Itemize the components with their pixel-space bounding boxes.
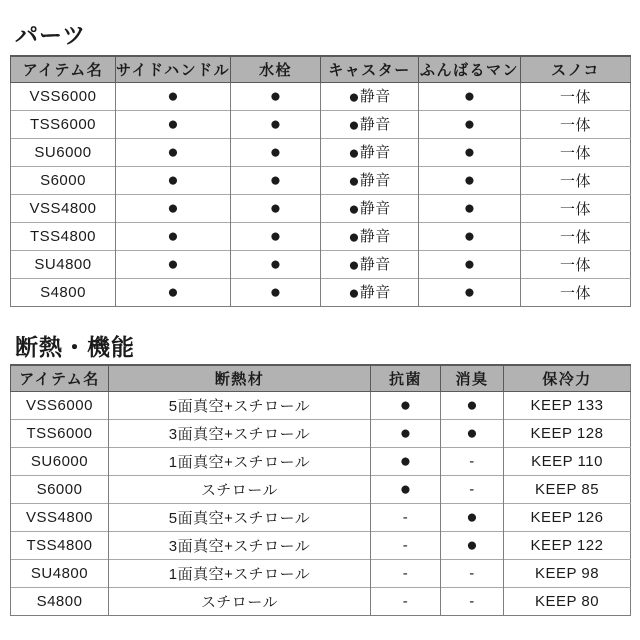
value-cell xyxy=(371,447,441,475)
value-cell: KEEP 133 xyxy=(504,391,631,419)
value-cell: - xyxy=(441,559,504,587)
value-cell xyxy=(371,475,441,503)
value-cell: 一体 xyxy=(521,166,631,194)
value-cell: - xyxy=(371,559,441,587)
col-header-caster: キャスター xyxy=(321,56,419,82)
item-name-cell: VSS6000 xyxy=(11,391,109,419)
cell-label: 静音 xyxy=(359,88,391,105)
filled-dot-icon: ● xyxy=(399,478,412,500)
parts-table-header xyxy=(11,56,631,82)
value-cell: KEEP 128 xyxy=(504,419,631,447)
filled-dot-icon: ● xyxy=(348,255,360,276)
value-cell: - xyxy=(371,531,441,559)
item-name-cell: S6000 xyxy=(11,475,109,503)
value-cell xyxy=(231,278,321,306)
cell-label: 静音 xyxy=(359,200,391,217)
parts-table xyxy=(10,55,631,307)
filled-dot-icon: ● xyxy=(269,225,282,247)
value-cell: - xyxy=(371,587,441,615)
filled-dot-icon: ● xyxy=(269,113,282,135)
value-cell xyxy=(419,222,521,250)
insulation-table xyxy=(10,364,631,616)
filled-dot-icon: ● xyxy=(269,141,282,163)
cell-label: 静音 xyxy=(359,172,391,189)
filled-dot-icon: ● xyxy=(399,422,412,444)
table-row xyxy=(11,587,631,615)
value-cell xyxy=(231,222,321,250)
filled-dot-icon: ● xyxy=(463,113,476,135)
col-header-antibacterial: 抗菌 xyxy=(371,365,441,391)
value-cell xyxy=(116,110,231,138)
table-row xyxy=(11,559,631,587)
filled-dot-icon: ● xyxy=(348,283,360,304)
value-cell xyxy=(321,250,419,278)
filled-dot-icon: ● xyxy=(348,171,360,192)
value-cell: スチロール xyxy=(109,475,371,503)
cell-label: 静音 xyxy=(359,116,391,133)
value-cell xyxy=(441,419,504,447)
value-cell: - xyxy=(441,475,504,503)
value-cell: 5面真空+スチロール xyxy=(109,391,371,419)
filled-dot-icon: ● xyxy=(463,85,476,107)
value-cell: 一体 xyxy=(521,110,631,138)
filled-dot-icon: ● xyxy=(399,450,412,472)
col-header-funbaruman: ふんばるマン xyxy=(419,56,521,82)
filled-dot-icon: ● xyxy=(348,143,360,164)
item-name-cell: TSS6000 xyxy=(11,419,109,447)
cell-label: 静音 xyxy=(359,284,391,301)
value-cell xyxy=(419,166,521,194)
value-cell: KEEP 98 xyxy=(504,559,631,587)
value-cell: - xyxy=(441,447,504,475)
value-cell xyxy=(231,110,321,138)
filled-dot-icon: ● xyxy=(269,85,282,107)
value-cell xyxy=(321,222,419,250)
item-name-cell: S6000 xyxy=(11,166,116,194)
value-cell xyxy=(116,250,231,278)
item-name-cell: SU6000 xyxy=(11,447,109,475)
value-cell xyxy=(116,82,231,110)
filled-dot-icon: ● xyxy=(466,422,478,444)
filled-dot-icon: ● xyxy=(463,141,476,163)
value-cell xyxy=(116,278,231,306)
item-name-cell: S4800 xyxy=(11,278,116,306)
value-cell xyxy=(419,194,521,222)
value-cell: 一体 xyxy=(521,250,631,278)
value-cell: - xyxy=(371,503,441,531)
table-row xyxy=(11,82,631,110)
table-row xyxy=(11,138,631,166)
value-cell: KEEP 80 xyxy=(504,587,631,615)
col-header-item-name: アイテム名 xyxy=(11,56,116,82)
table-row xyxy=(11,250,631,278)
value-cell: 1面真空+スチロール xyxy=(109,559,371,587)
value-cell xyxy=(116,222,231,250)
item-name-cell: S4800 xyxy=(11,587,109,615)
value-cell xyxy=(419,278,521,306)
item-name-cell: VSS4800 xyxy=(11,503,109,531)
filled-dot-icon: ● xyxy=(167,141,179,163)
parts-table-body xyxy=(11,82,631,306)
col-header-deodorant: 消臭 xyxy=(441,365,504,391)
filled-dot-icon: ● xyxy=(269,197,282,219)
value-cell xyxy=(441,531,504,559)
filled-dot-icon: ● xyxy=(348,87,360,108)
insulation-section-title: 断熱・機能 xyxy=(15,334,135,360)
value-cell xyxy=(321,278,419,306)
value-cell xyxy=(321,110,419,138)
filled-dot-icon: ● xyxy=(466,506,478,528)
value-cell xyxy=(116,194,231,222)
value-cell: - xyxy=(441,587,504,615)
value-cell xyxy=(321,82,419,110)
item-name-cell: TSS4800 xyxy=(11,222,116,250)
table-row xyxy=(11,222,631,250)
value-cell: 5面真空+スチロール xyxy=(109,503,371,531)
value-cell xyxy=(116,138,231,166)
value-cell xyxy=(116,166,231,194)
filled-dot-icon: ● xyxy=(269,253,282,275)
filled-dot-icon: ● xyxy=(463,253,476,275)
filled-dot-icon: ● xyxy=(167,113,179,135)
item-name-cell: SU4800 xyxy=(11,559,109,587)
filled-dot-icon: ● xyxy=(167,169,179,191)
filled-dot-icon: ● xyxy=(167,281,179,303)
table-row xyxy=(11,475,631,503)
filled-dot-icon: ● xyxy=(167,253,179,275)
filled-dot-icon: ● xyxy=(466,394,478,416)
table-row xyxy=(11,194,631,222)
value-cell xyxy=(419,110,521,138)
cell-label: 静音 xyxy=(359,256,391,273)
value-cell xyxy=(419,138,521,166)
value-cell xyxy=(231,166,321,194)
value-cell: 3面真空+スチロール xyxy=(109,531,371,559)
value-cell xyxy=(419,250,521,278)
filled-dot-icon: ● xyxy=(167,85,179,107)
filled-dot-icon: ● xyxy=(348,227,360,248)
filled-dot-icon: ● xyxy=(167,225,179,247)
filled-dot-icon: ● xyxy=(167,197,179,219)
filled-dot-icon: ● xyxy=(463,281,476,303)
value-cell: 1面真空+スチロール xyxy=(109,447,371,475)
filled-dot-icon: ● xyxy=(463,225,476,247)
item-name-cell: SU4800 xyxy=(11,250,116,278)
filled-dot-icon: ● xyxy=(399,394,412,416)
table-row xyxy=(11,278,631,306)
item-name-cell: TSS6000 xyxy=(11,110,116,138)
value-cell xyxy=(321,194,419,222)
value-cell xyxy=(231,82,321,110)
value-cell: 3面真空+スチロール xyxy=(109,419,371,447)
value-cell: 一体 xyxy=(521,222,631,250)
filled-dot-icon: ● xyxy=(463,169,476,191)
value-cell: 一体 xyxy=(521,82,631,110)
value-cell: 一体 xyxy=(521,194,631,222)
filled-dot-icon: ● xyxy=(463,197,476,219)
value-cell xyxy=(441,391,504,419)
col-header-sunoko: スノコ xyxy=(521,56,631,82)
filled-dot-icon: ● xyxy=(348,199,360,220)
item-name-cell: TSS4800 xyxy=(11,531,109,559)
value-cell xyxy=(231,194,321,222)
item-name-cell: VSS4800 xyxy=(11,194,116,222)
cell-label: 静音 xyxy=(359,228,391,245)
value-cell xyxy=(321,138,419,166)
value-cell xyxy=(419,82,521,110)
value-cell: 一体 xyxy=(521,138,631,166)
col-header-water-tap: 水栓 xyxy=(231,56,321,82)
insulation-table-body xyxy=(11,391,631,615)
table-row xyxy=(11,166,631,194)
value-cell xyxy=(321,166,419,194)
filled-dot-icon: ● xyxy=(466,534,478,556)
filled-dot-icon: ● xyxy=(269,281,282,303)
col-header-item-name: アイテム名 xyxy=(11,365,109,391)
table-row xyxy=(11,447,631,475)
value-cell xyxy=(371,391,441,419)
header-row xyxy=(11,365,631,391)
filled-dot-icon: ● xyxy=(269,169,282,191)
col-header-keep-cool: 保冷力 xyxy=(504,365,631,391)
value-cell xyxy=(441,503,504,531)
table-row xyxy=(11,391,631,419)
value-cell: KEEP 126 xyxy=(504,503,631,531)
col-header-insulation: 断熱材 xyxy=(109,365,371,391)
item-name-cell: SU6000 xyxy=(11,138,116,166)
value-cell xyxy=(231,138,321,166)
table-row xyxy=(11,503,631,531)
value-cell: KEEP 110 xyxy=(504,447,631,475)
value-cell: KEEP 122 xyxy=(504,531,631,559)
col-header-side-handle: サイドハンドル xyxy=(116,56,231,82)
value-cell: 一体 xyxy=(521,278,631,306)
item-name-cell: VSS6000 xyxy=(11,82,116,110)
insulation-table-header xyxy=(11,365,631,391)
value-cell: KEEP 85 xyxy=(504,475,631,503)
header-row xyxy=(11,56,631,82)
table-row xyxy=(11,531,631,559)
value-cell xyxy=(371,419,441,447)
table-row xyxy=(11,419,631,447)
value-cell: スチロール xyxy=(109,587,371,615)
parts-section-title: パーツ xyxy=(15,22,87,48)
value-cell xyxy=(231,250,321,278)
cell-label: 静音 xyxy=(359,144,391,161)
table-row xyxy=(11,110,631,138)
filled-dot-icon: ● xyxy=(348,115,360,136)
